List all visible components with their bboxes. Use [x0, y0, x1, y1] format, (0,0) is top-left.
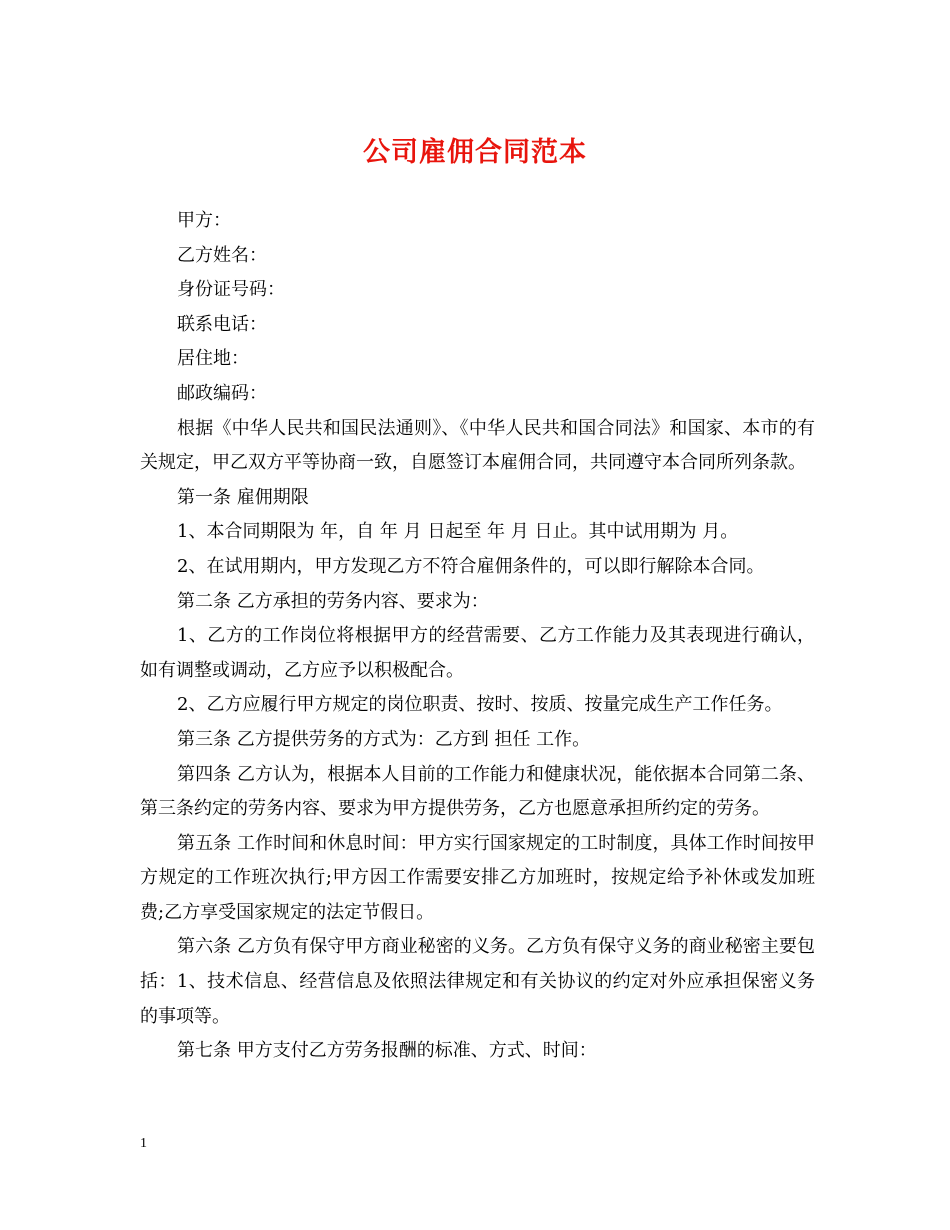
article-2-heading: 第二条 乙方承担的劳务内容、要求为： — [177, 590, 489, 612]
id-number-line: 身份证号码： — [177, 279, 285, 301]
party-a-line: 甲方： — [177, 210, 231, 231]
article-3-paragraph: 第三条 乙方提供劳务的方式为：乙方到 担任 工作。 — [177, 728, 591, 750]
phone-line: 联系电话： — [177, 313, 267, 335]
party-b-name-line: 乙方姓名： — [177, 244, 267, 266]
article-6-paragraph: 第六条 乙方负有保守甲方商业秘密的义务。乙方负有保守义务的商业秘密主要包括：1、技术信息、经营信息及依照法律规定和有关协议的约定对外应承担保密义务的事项等。 — [140, 936, 815, 1027]
preamble-paragraph: 根据《中华人民共和国民法通则》、《中华人民共和国合同法》和国家、本市的有关规定，甲乙双方平等协商一致，自愿签订本雇佣合同，共同遵守本合同所列条款。 — [140, 417, 815, 474]
article-2-clause-1: 1、乙方的工作岗位将根据甲方的经营需要、乙方工作能力及其表现进行确认，如有调整或调动，乙方应予以积极配合。 — [140, 625, 815, 681]
residence-line: 居住地： — [177, 348, 249, 370]
postal-code-line: 邮政编码： — [177, 382, 267, 404]
page-number: 1 — [140, 1136, 147, 1151]
document-title: 公司雇佣合同范本 — [363, 137, 587, 168]
article-1-clause-2: 2、在试用期内，甲方发现乙方不符合雇佣条件的，可以即行解除本合同。 — [177, 555, 765, 577]
article-7-paragraph: 第七条 甲方支付乙方劳务报酬的标准、方式、时间： — [177, 1040, 597, 1062]
document-body — [140, 204, 815, 1069]
article-1-clause-1: 1、本合同期限为 年，自 年 月 日起至 年 月 日止。其中试用期为 月。 — [177, 521, 739, 543]
article-5-paragraph: 第五条 工作时间和休息时间：甲方实行国家规定的工时制度，具体工作时间按甲方规定的工作班次执行;甲方因工作需要安排乙方加班时，按规定给予补休或发加班费;乙方享受国家规定的法定节假日。 — [140, 832, 815, 923]
article-4-paragraph: 第四条 乙方认为，根据本人目前的工作能力和健康状况，能依据本合同第二条、第三条约定的劳务内容、要求为甲方提供劳务，乙方也愿意承担所约定的劳务。 — [140, 763, 815, 820]
article-1-heading: 第一条 雇佣期限 — [177, 486, 309, 508]
article-2-clause-2: 2、乙方应履行甲方规定的岗位职责、按时、按质、按量完成生产工作任务。 — [177, 694, 783, 716]
